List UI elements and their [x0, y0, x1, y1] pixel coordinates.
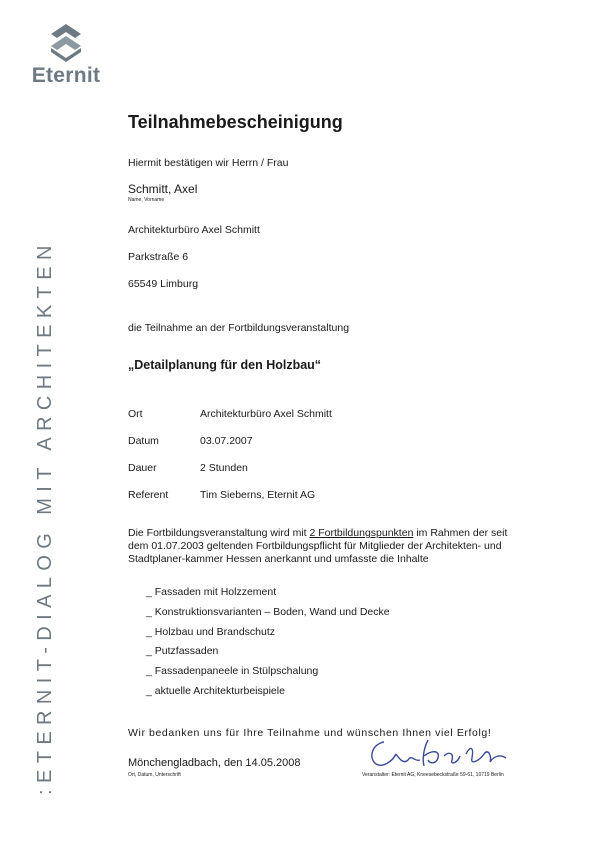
detail-value-datum: 03.07.2007: [200, 435, 253, 447]
course-title: „Detailplanung für den Holzbau“: [128, 358, 322, 372]
detail-label-ort: Ort: [128, 408, 143, 420]
list-item: _ Fassadenpaneele in Stülpschalung: [146, 665, 390, 685]
paragraph-after: im Rahmen der seit dem 01.07.2003 geltenden Fortbildungspflicht für Mitglieder der Architekten- und Stadtplaner-kammer Hessen anerkannt und umfasste die Inhalte: [128, 527, 508, 565]
signature-icon: [362, 734, 512, 770]
detail-label-datum: Datum: [128, 435, 159, 447]
logo-text: Eternit: [31, 64, 101, 87]
eternit-logo: [28, 20, 104, 90]
participant-name: Schmitt, Axel: [128, 182, 198, 196]
address-line-2: Parkstraße 6: [128, 251, 189, 263]
credit-paragraph: [128, 527, 528, 566]
intro-text: Hiermit bestätigen wir Herrn / Frau: [128, 157, 289, 169]
organizer-text: Veranstalter: Eternit AG, Kneesebeckstraße 59-61, 10719 Berlin: [362, 772, 504, 778]
participant-name-caption: Name, Vorname: [128, 197, 165, 203]
detail-label-dauer: Dauer: [128, 462, 157, 474]
address-line-1: Architekturbüro Axel Schmitt: [128, 224, 260, 236]
address-line-3: 65549 Limburg: [128, 278, 199, 290]
topics-list: [146, 586, 390, 705]
list-item: _ aktuelle Architekturbeispiele: [146, 685, 390, 705]
list-item: _ Holzbau und Brandschutz: [146, 626, 390, 646]
list-item: _ Putzfassaden: [146, 645, 390, 665]
list-item: _ Fassaden mit Holzzement: [146, 586, 390, 606]
credit-points: 2 Fortbildungspunkten: [309, 527, 414, 539]
participation-text: die Teilnahme an der Fortbildungsveranstaltung: [128, 322, 350, 334]
detail-value-dauer: 2 Stunden: [200, 462, 248, 474]
place-date: Mönchengladbach, den 14.05.2008: [128, 757, 301, 769]
detail-label-referent: Referent: [128, 489, 169, 501]
detail-value-ort: Architekturbüro Axel Schmitt: [200, 408, 332, 420]
place-date-caption: Ort, Datum, Unterschrift: [128, 772, 181, 778]
detail-value-referent: Tim Sieberns, Eternit AG: [200, 489, 316, 501]
eternit-logo-icon: [48, 22, 84, 62]
thanks-text: Wir bedanken uns für Ihre Teilnahme und wünschen Ihnen viel Erfolg!: [128, 727, 492, 739]
vertical-slogan: :ETERNIT-DIALOG MIT ARCHITEKTEN: [34, 239, 56, 795]
paragraph-before: Die Fortbildungsveranstaltung wird mit: [128, 527, 310, 539]
list-item: _ Konstruktionsvarianten – Boden, Wand und Decke: [146, 606, 390, 626]
page-title: Teilnahmebescheinigung: [128, 112, 343, 132]
